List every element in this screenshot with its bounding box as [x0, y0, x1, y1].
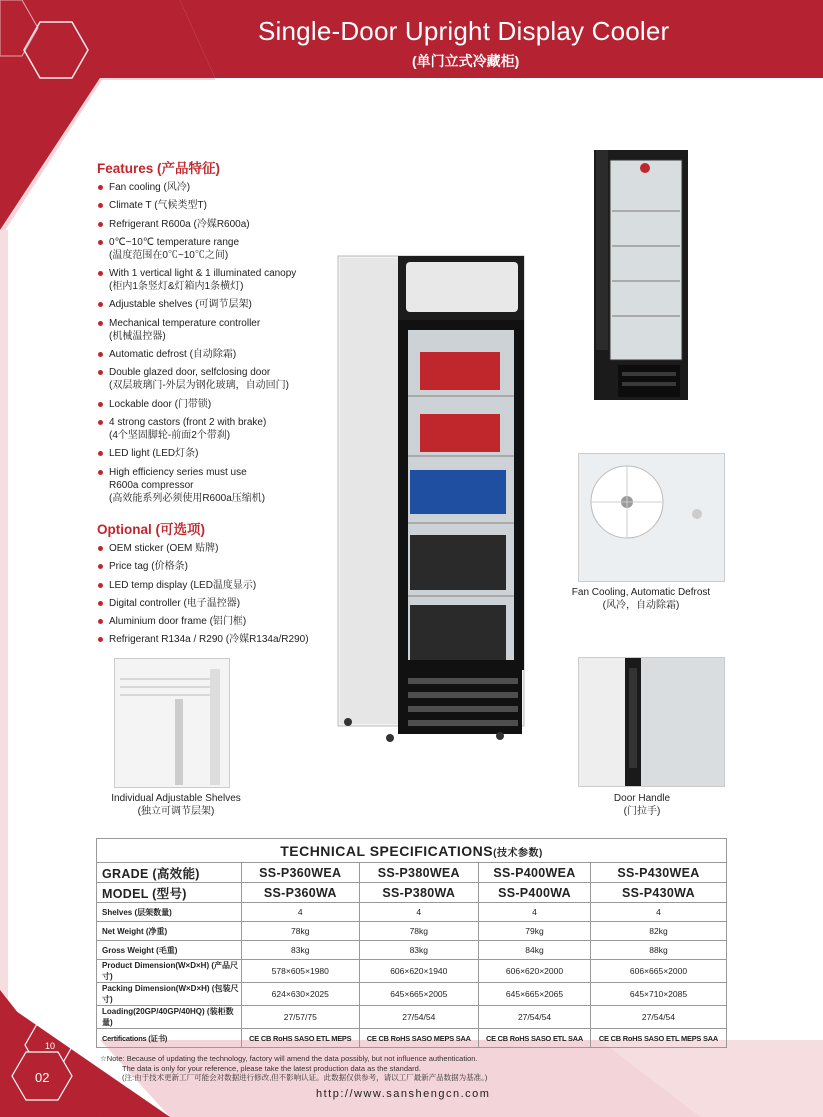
feature-text: (高效能系列必须使用R600a压缩机) — [109, 492, 266, 504]
feature-item — [98, 218, 296, 231]
spec-label: Packing Dimension(W×D×H) (包装尺寸) — [97, 983, 242, 1006]
spec-cell: 27/57/75 — [242, 1006, 360, 1029]
spec-cell: CE CB RoHS SASO ETL MEPS SAA — [590, 1029, 726, 1048]
feature-text: With 1 vertical light & 1 illuminated canopy — [109, 268, 297, 280]
spec-cell: CE CB RoHS SASO MEPS SAA — [359, 1029, 479, 1048]
feature-item — [98, 366, 296, 392]
spec-cell: CE CB RoHS SASO ETL SAA — [479, 1029, 591, 1048]
spec-label: Product Dimension(W×D×H) (产品尺寸) — [97, 960, 242, 983]
optional-text: OEM sticker (OEM 贴牌) — [109, 543, 219, 554]
spec-cell: 4 — [479, 903, 591, 922]
fan-cooling-photo — [578, 453, 725, 582]
handle-caption: Door Handle (门拉手) — [613, 793, 671, 817]
fridge-main-illustration — [338, 256, 524, 742]
spec-cell: 83kg — [242, 941, 360, 960]
spec-cell: 84kg — [479, 941, 591, 960]
page-number: 02 — [35, 1070, 50, 1085]
spec-cell: SS-P400WA — [479, 883, 591, 903]
optional-item — [98, 615, 309, 628]
spec-row — [97, 983, 727, 1006]
spec-cell: 606×620×2000 — [479, 960, 591, 983]
fan-caption: Fan Cooling, Automatic Defrost (风冷，自动除霜) — [571, 587, 711, 611]
spec-cell: SS-P430WEA — [590, 863, 726, 883]
model-row — [97, 883, 727, 903]
spec-cell: 645×665×2005 — [359, 983, 479, 1006]
page-subtitle: (单门立式冷藏柜) — [412, 53, 520, 69]
door-handle-photo — [578, 657, 725, 787]
spec-cell: SS-P400WEA — [479, 863, 591, 883]
spec-cell: 79kg — [479, 922, 591, 941]
feature-item — [98, 267, 296, 293]
spec-cell: 78kg — [242, 922, 360, 941]
specs-title: TECHNICAL SPECIFICATIONS(技术参数) — [97, 839, 727, 863]
model-label: MODEL (型号) — [97, 883, 242, 903]
features-list — [98, 181, 296, 510]
feature-item — [98, 466, 296, 505]
spec-cell: 82kg — [590, 922, 726, 941]
spec-cell: SS-P380WEA — [359, 863, 479, 883]
fan-icon — [579, 454, 724, 581]
feature-text: (柜内1条竖灯&灯箱内1条横灯) — [109, 281, 244, 293]
optional-item — [98, 633, 309, 646]
shelves-photo — [114, 658, 230, 788]
spec-label: Net Weight (净重) — [97, 922, 242, 941]
spec-row — [97, 903, 727, 922]
optional-text: Price tag (价格条) — [109, 561, 188, 573]
website-link[interactable]: http://www.sanshengcn.com — [316, 1088, 491, 1100]
spec-cell: 27/54/54 — [590, 1006, 726, 1029]
spec-cell: 4 — [590, 903, 726, 922]
spec-label: Shelves (层架数量) — [97, 903, 242, 922]
certifications-row — [97, 1029, 727, 1048]
fridge-small-illustration — [594, 150, 688, 400]
feature-text: 0℃~10℃ temperature range — [109, 236, 240, 248]
spec-cell: 606×665×2000 — [590, 960, 726, 983]
spec-cell: 4 — [242, 903, 360, 922]
optional-item — [98, 560, 309, 573]
spec-cell: 645×710×2085 — [590, 983, 726, 1006]
spec-row — [97, 1006, 727, 1029]
feature-text: Automatic defrost (自动除霜) — [109, 349, 237, 361]
spec-cell: 27/54/54 — [359, 1006, 479, 1029]
spec-cell: 83kg — [359, 941, 479, 960]
optional-list — [98, 542, 309, 652]
shelves-caption: Individual Adjustable Shelves (独立可调节层架) — [111, 793, 241, 817]
spec-label: Loading(20GP/40GP/40HQ) (装柜数量) — [97, 1006, 242, 1029]
feature-text: Mechanical temperature controller — [109, 317, 261, 329]
spec-row — [97, 960, 727, 983]
feature-item — [98, 447, 296, 460]
spec-cell: 27/54/54 — [479, 1006, 591, 1029]
feature-item — [98, 348, 296, 361]
feature-text: (双层玻璃门-外层为钢化玻璃，自动回门) — [109, 380, 289, 392]
spec-label: Certifications (证书) — [97, 1029, 242, 1048]
feature-text: (机械温控器) — [109, 330, 166, 342]
optional-text: Digital controller (电子温控器) — [109, 597, 241, 609]
spec-row — [97, 922, 727, 941]
feature-item — [98, 317, 296, 343]
feature-text: 4 strong castors (front 2 with brake) — [109, 416, 267, 428]
optional-text: LED temp display (LED温度显示) — [109, 579, 257, 591]
spec-cell: CE CB RoHS SASO ETL MEPS — [242, 1029, 360, 1048]
optional-title: Optional (可选项) — [97, 522, 205, 537]
feature-item — [98, 236, 296, 262]
feature-text: Climate T (气候类型T) — [109, 200, 207, 212]
feature-item — [98, 398, 296, 411]
specs-table — [96, 838, 727, 1048]
feature-text: Lockable door (门带锁) — [109, 398, 212, 410]
feature-text: Refrigerant R600a (冷媒R600a) — [109, 218, 250, 230]
spec-cell: SS-P360WA — [242, 883, 360, 903]
spec-cell: SS-P380WA — [359, 883, 479, 903]
feature-text: R600a compressor — [109, 479, 194, 491]
specs-header-row — [97, 839, 727, 863]
spec-cell: SS-P430WA — [590, 883, 726, 903]
feature-text: Adjustable shelves (可调节层架) — [109, 299, 252, 311]
feature-item — [98, 298, 296, 311]
footnote: ☆Note: Because of updating the technology, factory will amend the data possibly, but not influence authentication. The data is only for your reference, please take the latest production data as the standard. (注:由于技术更新工厂可能会对数据进行修改,但不影响认证。此数据仅供参考，请以工厂最新产品数据为基准。) — [100, 1054, 488, 1082]
spec-cell: 606×620×1940 — [359, 960, 479, 983]
spec-cell: 645×665×2065 — [479, 983, 591, 1006]
optional-text: Aluminium door frame (铝门框) — [109, 616, 247, 628]
feature-text: (温度范围在0℃~10℃之间) — [109, 249, 229, 261]
spec-cell: 4 — [359, 903, 479, 922]
features-title: Features (产品特征) — [97, 161, 221, 176]
feature-text: High efficiency series must use — [109, 466, 247, 478]
spec-cell: 88kg — [590, 941, 726, 960]
feature-text: Double glazed door, selfclosing door — [109, 367, 271, 379]
optional-text: Refrigerant R134a / R290 (冷媒R134a/R290) — [109, 634, 309, 646]
spec-label: Gross Weight (毛重) — [97, 941, 242, 960]
feature-text: (4个坚固脚轮-前面2个带刹) — [109, 429, 231, 441]
spec-cell: 578×605×1980 — [242, 960, 360, 983]
spec-row — [97, 941, 727, 960]
grade-label: GRADE (高效能) — [97, 863, 242, 883]
shelf-icon — [115, 659, 229, 787]
feature-item — [98, 181, 296, 194]
spec-cell: SS-P360WEA — [242, 863, 360, 883]
grade-row — [97, 863, 727, 883]
feature-item — [98, 416, 296, 442]
optional-item — [98, 542, 309, 555]
page-number-small: 10 — [45, 1041, 56, 1051]
feature-item — [98, 199, 296, 212]
page-title: Single-Door Upright Display Cooler — [258, 16, 670, 46]
door-handle-icon — [579, 658, 724, 786]
feature-text: LED light (LED灯条) — [109, 448, 199, 460]
spec-cell: 624×630×2025 — [242, 983, 360, 1006]
feature-text: Fan cooling (风冷) — [109, 182, 191, 193]
optional-item — [98, 597, 309, 610]
spec-cell: 78kg — [359, 922, 479, 941]
optional-item — [98, 579, 309, 592]
